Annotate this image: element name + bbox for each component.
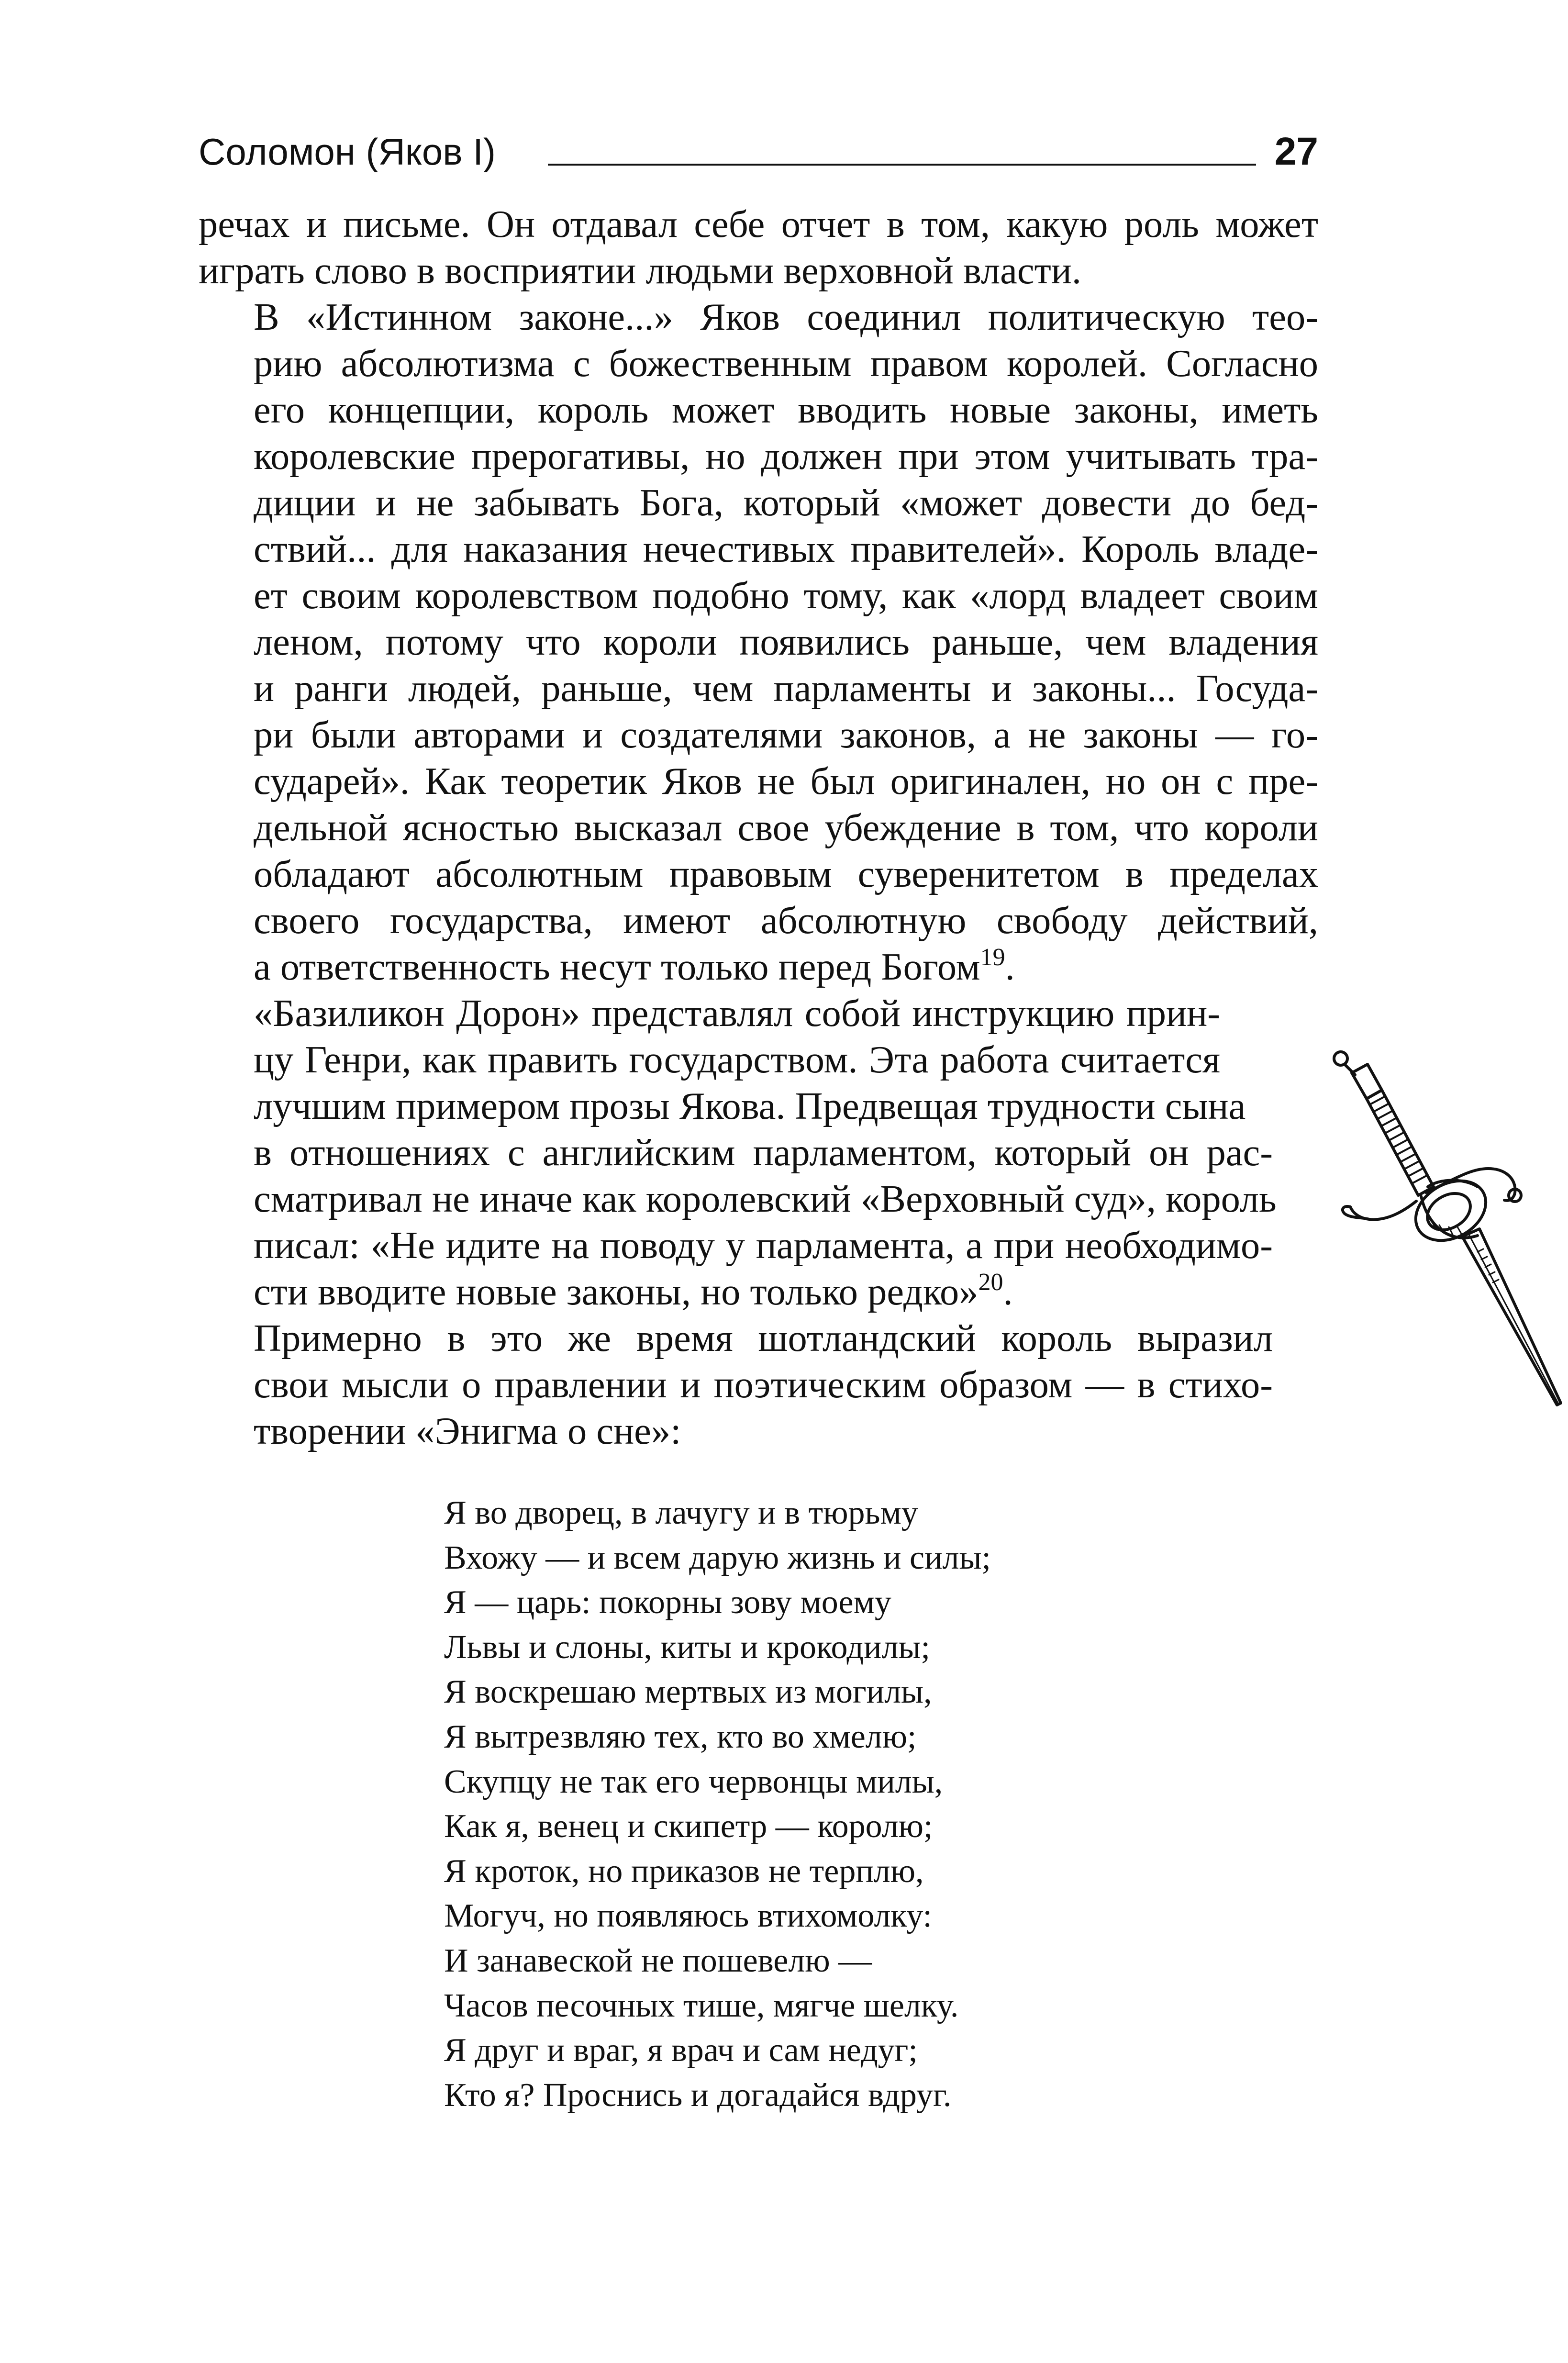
sentence-end: . [1005,946,1015,988]
text-line-content: сти вводите новые законы, но только редко» [254,1271,979,1313]
paragraph-2 [199,294,1318,990]
text-line: обладают абсолютным правовым суверенитетом в пределах [254,853,1318,895]
text-line: творении «Энигма о сне»: [254,1410,681,1452]
poem-line: Я — царь: покорны зову моему [444,1584,891,1621]
text-line: цу Генри, как править государством. Эта работа считается [254,1038,1220,1081]
text-line: речах и письме. Он отдавал себе отчет в том, какую роль может [199,203,1318,245]
poem-line: Могуч, но появляюсь втихомолку: [444,1897,932,1935]
footnote-ref-20: 20 [978,1269,1003,1296]
text-line: играть слово в восприятии людьми верховной власти. [199,249,1081,292]
text-line: Примерно в это же время шотландский король выразил [254,1317,1273,1360]
text-line [199,1269,1318,1315]
poem-line: Вхожу — и всем дарую жизнь и силы; [444,1539,991,1576]
poem-line: Часов песочных тише, мягче шелку. [444,1987,959,2024]
text-line: и ранги людей, раньше, чем парламенты и законы... Госуда- [254,667,1318,710]
paragraph-3 [199,990,1318,1315]
sword-grip-wrap [1370,1097,1426,1183]
text-line: сударей». Как теоретик Яков не был оригинален, но он с пре- [254,760,1318,803]
header-rule [548,164,1256,166]
text-line: «Базиликон Дорон» представлял собой инструкцию прин- [254,992,1220,1035]
poem-line: И занавеской не пошевелю — [444,1942,872,1979]
text-line: леном, потому что короли появились раньше, чем владения [254,621,1318,663]
poem [444,1491,991,2118]
body-text [199,201,1318,1454]
poem-line: Как я, венец и скипетр — королю; [444,1808,933,1845]
text-line: дельной ясностью высказал свое убеждение в том, что короли [254,806,1318,849]
poem-line: Я друг и враг, я врач и сам недуг; [444,2032,918,2069]
paragraph-4 [199,1315,1318,1454]
sword-icon [1325,1043,1565,1412]
text-line: В «Истинном законе...» Яков соединил политическую тео- [254,296,1318,338]
poem-line: Кто я? Проснись и догадайся вдруг. [444,2076,952,2114]
footnote-ref-19: 19 [980,944,1005,971]
text-line: писал: «Не идите на поводу у парламента, а при необходимо- [254,1224,1273,1267]
text-line: сматривал не иначе как королевский «Верховный суд», король [254,1178,1277,1220]
text-line: лучшим примером прозы Якова. Предвещая трудности сына [254,1085,1246,1127]
text-line: ствий... для наказания нечестивых правителей». Король владе- [254,528,1318,570]
text-line: диции и не забывать Бога, который «может довести до бед- [254,481,1318,524]
text-line: рию абсолютизма с божественным правом королей. Согласно [254,342,1318,385]
text-line: в отношениях с английским парламентом, который он рас- [254,1131,1273,1174]
poem-line: Львы и слоны, киты и крокодилы; [444,1628,930,1666]
running-title: Соломон (Яков I) [199,131,496,173]
text-line-content: а ответственность несут только перед Богом [254,946,980,988]
running-header [199,125,1318,178]
poem-line: Я во дворец, в лачугу и в тюрьму [444,1494,918,1531]
page-number: 27 [1274,130,1318,173]
poem-line: Я кроток, но приказов не терплю, [444,1852,924,1890]
sword-blade [1462,1229,1561,1405]
paragraph-1 [199,201,1318,294]
text-line: ри были авторами и создателями законов, а не законы — го- [254,713,1318,756]
text-line: ет своим королевством подобно тому, как «лорд владеет своим [254,574,1318,617]
text-line: королевские прерогативы, но должен при этом учитывать тра- [254,435,1318,478]
poem-line: Я вытрезвляю тех, кто во хмелю; [444,1718,917,1755]
sentence-end: . [1003,1271,1013,1313]
text-line: своего государства, имеют абсолютную свободу действий, [254,899,1318,942]
poem-line: Скупцу не так его червонцы милы, [444,1763,943,1800]
text-line [199,944,1318,990]
sword-blade-fuller [1469,1235,1558,1403]
text-line: его концепции, король может вводить новые законы, иметь [254,389,1318,431]
poem-line: Я воскрешаю мертвых из могилы, [444,1673,932,1711]
text-line: свои мысли о правлении и поэтическим образом — в стихо- [254,1363,1273,1406]
